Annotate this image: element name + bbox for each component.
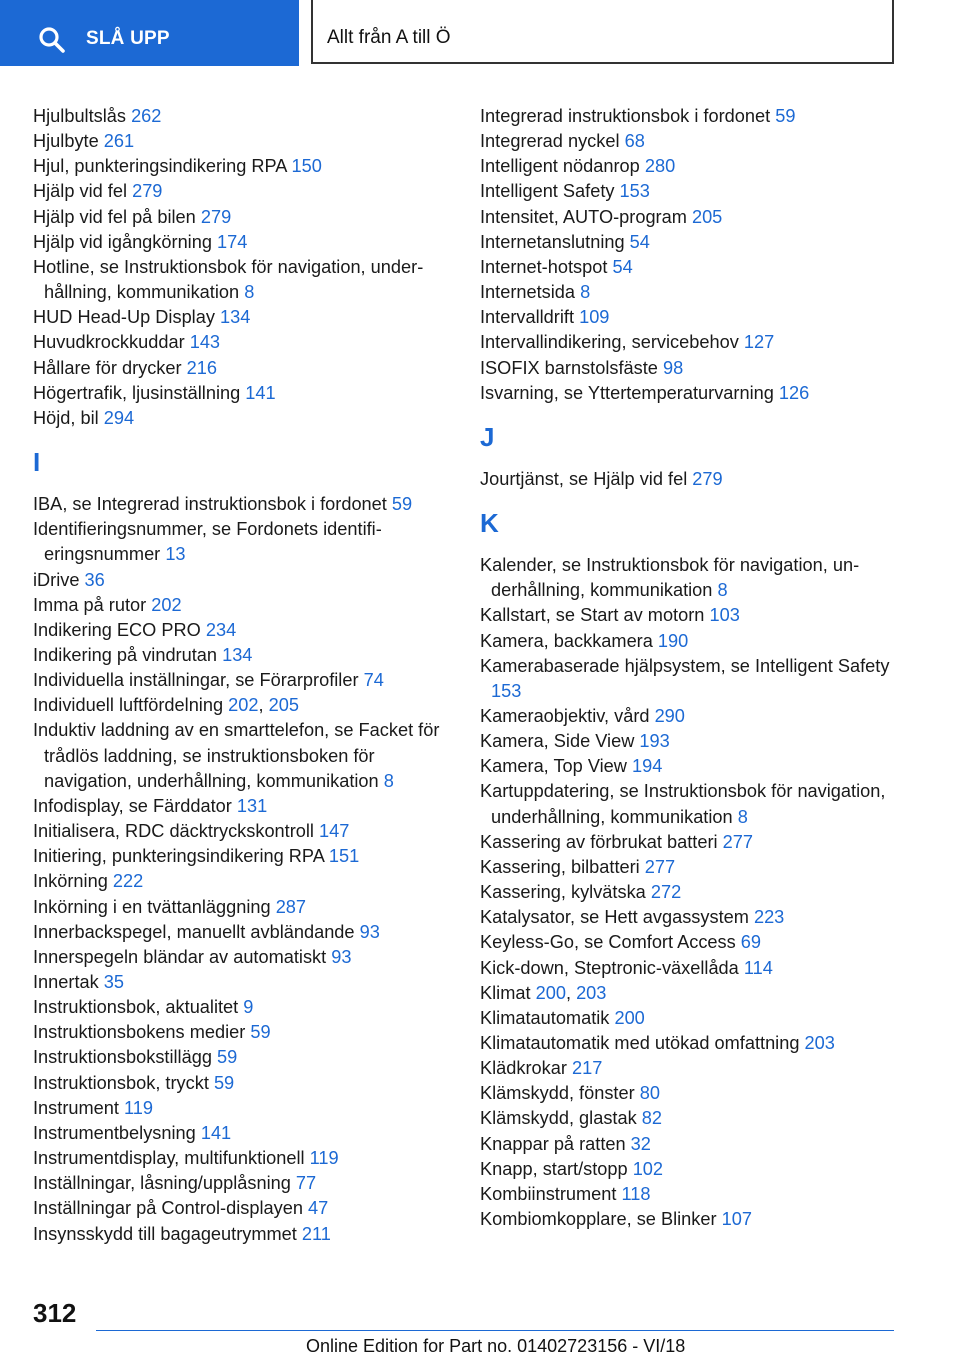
index-entry xyxy=(480,1056,910,1081)
index-entry: Klimat 200, 203 xyxy=(480,982,607,1003)
index-entry xyxy=(33,1071,443,1096)
index-entry xyxy=(33,330,443,355)
index-entry-text: Högertrafik, ljusinställning xyxy=(33,382,241,403)
page-link[interactable]: 200 xyxy=(535,982,566,1003)
index-entry-text: Imma på rutor xyxy=(33,594,147,615)
index-entry-text: IBA, se Integrerad instruktionsbok i fordonet xyxy=(33,494,387,515)
index-entry-text: Kombiomkopplare, se Blinker xyxy=(480,1209,717,1230)
page-link[interactable]: 174 xyxy=(217,231,248,252)
index-entry xyxy=(33,1121,443,1146)
index-entry: Individuell luftfördelning 202, 205 xyxy=(33,695,299,716)
index-entry xyxy=(480,154,910,179)
index-entry xyxy=(480,1081,910,1106)
page-link[interactable]: 68 xyxy=(624,131,645,152)
index-entry xyxy=(33,129,443,154)
page-link[interactable]: 8 xyxy=(580,282,591,303)
index-entry-text: Kamera, Side View xyxy=(480,731,635,752)
index-entry xyxy=(33,305,443,330)
page-link[interactable]: 134 xyxy=(222,644,253,665)
page-link[interactable]: 143 xyxy=(189,332,221,353)
breadcrumb-label: Allt från A till Ö xyxy=(327,27,451,48)
index-entry xyxy=(33,844,443,869)
page-link[interactable]: 36 xyxy=(84,569,105,590)
index-column-right xyxy=(480,104,910,1232)
footer-divider xyxy=(96,1330,894,1331)
index-entry xyxy=(480,754,910,779)
page-link[interactable]: 32 xyxy=(630,1133,651,1154)
index-entry-text: Kombiinstrument xyxy=(480,1183,617,1204)
index-entry-text: Knapp, start/stopp xyxy=(480,1158,628,1179)
index-entry-text: Inställningar på Control-displayen xyxy=(33,1198,303,1219)
page-link[interactable]: 119 xyxy=(123,1097,153,1118)
index-entry xyxy=(33,995,443,1020)
index-entry-text: Integrerad instruktionsbok i fordonet xyxy=(480,106,771,126)
index-entry xyxy=(33,568,443,593)
index-entry-text: HUD Head-Up Display xyxy=(33,307,215,328)
index-entry-text: Intervalldrift xyxy=(480,307,575,328)
index-entry xyxy=(480,855,910,880)
index-entry xyxy=(33,794,443,819)
page-link[interactable]: 59 xyxy=(250,1022,271,1043)
page-link[interactable]: 217 xyxy=(572,1058,603,1079)
index-entry-text: Indikering ECO PRO xyxy=(33,619,201,640)
index-entry xyxy=(480,230,910,255)
index-entry xyxy=(33,718,443,793)
index-entry xyxy=(33,920,443,945)
index-entry xyxy=(480,1106,910,1131)
index-entry-text: Initialisera, RDC däcktryckskontroll xyxy=(33,821,314,842)
index-entry xyxy=(480,330,910,355)
index-entry xyxy=(33,1045,443,1070)
page-link[interactable]: 234 xyxy=(205,619,237,640)
index-entry xyxy=(33,381,443,406)
page-link[interactable]: 109 xyxy=(579,307,610,328)
index-entry-text: Instruktionsbokstillägg xyxy=(33,1047,212,1068)
section-letter: I xyxy=(33,447,41,478)
footer-edition: Online Edition for Part no. 01402723156 - VI/18 xyxy=(306,1336,686,1356)
page-link[interactable]: 8 xyxy=(383,770,394,791)
index-entry xyxy=(33,945,443,970)
page-link[interactable]: 205 xyxy=(691,206,723,227)
index-entry-text: Hjulbyte xyxy=(33,131,99,152)
page-link[interactable]: 200 xyxy=(614,1007,645,1028)
index-entry-text: Instrument xyxy=(33,1097,119,1118)
index-entry-text: Knappar på ratten xyxy=(480,1133,626,1154)
page-link[interactable]: 272 xyxy=(650,882,682,903)
index-entry-text: Kalender, se Instruktionsbok för navigation, underhållning, kommunikation xyxy=(480,555,860,601)
index-entry-text: Klimatautomatik xyxy=(480,1007,610,1028)
page-link[interactable]: 223 xyxy=(753,907,785,928)
index-entry xyxy=(480,553,910,603)
index-entry-text: Integrerad nyckel xyxy=(480,131,620,152)
index-entry xyxy=(33,517,443,567)
index-entry xyxy=(480,104,910,129)
page-link[interactable]: 277 xyxy=(722,831,753,852)
index-entry-text: Initiering, punkteringsindikering RPA xyxy=(33,846,324,867)
index-entry xyxy=(480,179,910,204)
page-link[interactable]: 279 xyxy=(692,468,723,489)
page-link[interactable]: 93 xyxy=(331,946,352,967)
page-link[interactable]: 114 xyxy=(743,957,773,978)
index-entry-text: Intelligent Safety xyxy=(480,181,615,202)
breadcrumb[interactable] xyxy=(311,0,894,64)
index-entry-text: Kamera, Top View xyxy=(480,756,627,777)
page-link[interactable]: 194 xyxy=(632,756,663,777)
page-link[interactable]: 141 xyxy=(200,1122,232,1143)
index-entry xyxy=(33,492,443,517)
page-link[interactable]: 279 xyxy=(200,206,232,227)
index-entry-text: Hotline, se Instruktionsbok för navigation, underhållning, kommunikation xyxy=(33,256,424,303)
page-link[interactable]: 290 xyxy=(654,705,685,726)
page-link[interactable]: 153 xyxy=(491,680,522,701)
page-link[interactable]: 131 xyxy=(236,795,268,816)
page-link[interactable]: 151 xyxy=(328,846,360,867)
index-entry xyxy=(33,618,443,643)
index-entry xyxy=(480,305,910,330)
page-link[interactable]: 203 xyxy=(576,982,607,1003)
page-link[interactable]: 77 xyxy=(295,1173,317,1194)
index-entry xyxy=(480,381,910,406)
index-entry xyxy=(33,356,443,381)
page-link[interactable]: 98 xyxy=(662,357,684,378)
page-link[interactable]: 294 xyxy=(103,407,135,428)
index-entry-text: Hjulbultslås xyxy=(33,106,126,126)
index-entry xyxy=(480,1031,910,1056)
index-entry-text: Inkörning i en tvättanläggning xyxy=(33,896,271,917)
page-link[interactable]: 13 xyxy=(165,544,186,565)
index-entry-text: Intelligent nödanrop xyxy=(480,156,640,177)
index-entry-text: Keyless-Go, se Comfort Access xyxy=(480,932,736,953)
index-entry-text: Intensitet, AUTO-program xyxy=(480,206,687,227)
index-entry-text: Hjul, punkteringsindikering RPA xyxy=(33,156,287,177)
index-entry-text: Kassering av förbrukat batteri xyxy=(480,831,718,852)
index-entry xyxy=(480,930,910,955)
index-entry-text: Klämskydd, glastak xyxy=(480,1108,637,1129)
index-entry-text: Kartuppdatering, se Instruktionsbok för navigation, underhållning, kommunikation xyxy=(480,781,886,827)
index-entry-text: Instruktionsbokens medier xyxy=(33,1022,246,1043)
index-entry-text: Instruktionsbok, aktualitet xyxy=(33,997,239,1018)
index-entry xyxy=(33,1020,443,1045)
index-entry xyxy=(480,905,910,930)
index-entry-text: iDrive xyxy=(33,569,80,590)
index-entry-text: Internet-hotspot xyxy=(480,256,608,277)
page-link[interactable]: 107 xyxy=(721,1209,752,1230)
index-entry-text: Hjälp vid igångkörning xyxy=(33,231,212,252)
page-link[interactable]: 8 xyxy=(717,580,728,601)
index-entry xyxy=(480,629,910,654)
page-link[interactable]: 153 xyxy=(619,181,650,202)
page-link[interactable]: 47 xyxy=(308,1198,329,1219)
index-entry-text: Individuell luftfördelning xyxy=(33,695,224,716)
index-entry-text: Huvudkrockkuddar xyxy=(33,332,185,353)
page-link[interactable]: 9 xyxy=(243,997,254,1018)
index-entry xyxy=(480,704,910,729)
index-entry xyxy=(480,1132,910,1157)
page-link[interactable]: 202 xyxy=(228,695,259,716)
index-entry xyxy=(480,1006,910,1031)
index-entry-text: Kick-down, Steptronic-växellåda xyxy=(480,957,739,978)
index-entry-text: Isvarning, se Yttertemperaturvarning xyxy=(480,382,774,403)
index-entry xyxy=(33,205,443,230)
index-entry xyxy=(33,406,443,431)
index-entry xyxy=(480,129,910,154)
page-link[interactable]: 126 xyxy=(778,382,810,403)
page-link[interactable]: 262 xyxy=(131,106,162,126)
index-entry xyxy=(480,880,910,905)
index-entry-text: Inställningar, låsning/upplåsning xyxy=(33,1173,291,1194)
index-entry xyxy=(480,956,910,981)
index-entry-text: Innerspegeln bländar av automatiskt xyxy=(33,946,327,967)
index-entry-text: Jourtjänst, se Hjälp vid fel xyxy=(480,468,688,489)
index-entry-text: Kallstart, se Start av motorn xyxy=(480,605,705,626)
page-link[interactable]: 59 xyxy=(775,106,796,126)
index-entry-text: Katalysator, se Hett avgassystem xyxy=(480,907,749,928)
index-entry xyxy=(480,356,910,381)
page-link[interactable]: 69 xyxy=(740,932,762,953)
index-entry xyxy=(33,154,443,179)
index-entry xyxy=(480,729,910,754)
page-link[interactable]: 222 xyxy=(112,871,144,892)
page-link[interactable]: 261 xyxy=(103,131,135,152)
index-entry xyxy=(33,104,443,129)
index-entry-text: ISOFIX barnstolsfäste xyxy=(480,357,658,378)
index-entry-text: Klämskydd, fönster xyxy=(480,1083,635,1104)
index-entry xyxy=(480,280,910,305)
index-entry xyxy=(33,230,443,255)
index-entry-text: Internetanslutning xyxy=(480,231,625,252)
page-link[interactable]: 205 xyxy=(268,695,299,716)
index-entry xyxy=(480,779,910,829)
section-letter: J xyxy=(480,421,495,452)
page-link[interactable]: 127 xyxy=(743,332,775,353)
index-entry xyxy=(33,1222,443,1247)
search-button[interactable] xyxy=(0,0,299,66)
index-entry-text: Kassering, bilbatteri xyxy=(480,856,640,877)
index-entry-text: Infodisplay, se Färddator xyxy=(33,795,232,816)
index-entry-text: Instrumentdisplay, multifunktionell xyxy=(33,1148,305,1169)
index-entry xyxy=(33,1096,443,1121)
index-entry-text: Kamerabaserade hjälpsystem, se Intelligent Safety xyxy=(480,655,890,676)
index-entry-text: Inkörning xyxy=(33,871,108,892)
page-link[interactable]: 141 xyxy=(245,382,276,403)
index-entry-text: Klimatautomatik med utökad omfattning xyxy=(480,1033,800,1053)
page-link[interactable]: 279 xyxy=(132,181,163,202)
index-entry xyxy=(480,830,910,855)
page-link[interactable]: 59 xyxy=(213,1072,235,1093)
index-entry xyxy=(480,1207,910,1232)
index-entry-text: Hjälp vid fel på bilen xyxy=(33,206,196,227)
search-button-label: SLÅ UPP xyxy=(86,28,170,49)
index-entry xyxy=(33,1171,443,1196)
index-entry xyxy=(480,1182,910,1207)
index-entry-text: Instrumentbelysning xyxy=(33,1122,196,1143)
index-entry-text: Klädkrokar xyxy=(480,1058,567,1079)
page-link[interactable]: 216 xyxy=(186,357,217,378)
page-link[interactable]: 119 xyxy=(309,1148,339,1169)
index-column-left xyxy=(33,104,443,1247)
index-entry xyxy=(33,593,443,618)
page-link[interactable]: 150 xyxy=(291,156,322,177)
index-entry xyxy=(33,179,443,204)
index-entry-text: Kamera, backkamera xyxy=(480,630,653,651)
page-link[interactable]: 54 xyxy=(629,231,650,252)
index-entry-text: Innerbackspegel, manuellt avbländande xyxy=(33,921,355,942)
page-link[interactable]: 277 xyxy=(644,856,676,877)
page-link[interactable]: 103 xyxy=(709,605,740,626)
index-entry-text: Hållare för drycker xyxy=(33,357,182,378)
page-link[interactable]: 202 xyxy=(151,594,182,615)
index-entry xyxy=(33,819,443,844)
index-entry xyxy=(480,467,910,492)
page-link[interactable]: 8 xyxy=(244,282,255,303)
index-entry xyxy=(33,1146,443,1171)
index-entry xyxy=(33,668,443,693)
page-link[interactable]: 74 xyxy=(363,670,384,691)
page-link[interactable]: 54 xyxy=(612,256,633,277)
index-entry-text: Kameraobjektiv, vård xyxy=(480,705,650,726)
page-link[interactable]: 82 xyxy=(641,1108,662,1129)
index-entry-text: Höjd, bil xyxy=(33,407,99,428)
page-link[interactable]: 59 xyxy=(391,494,413,515)
page-link[interactable]: 280 xyxy=(644,156,676,177)
index-entry-text: Individuella inställningar, se Förarprofiler xyxy=(33,670,359,691)
page-link[interactable]: 190 xyxy=(657,630,689,651)
index-entry xyxy=(33,869,443,894)
top-bar xyxy=(0,0,960,66)
index-entry xyxy=(33,1196,443,1221)
index-entry-text: Klimat xyxy=(480,982,531,1003)
index-entry xyxy=(33,895,443,920)
page-link[interactable]: 59 xyxy=(217,1047,238,1068)
index-entry xyxy=(480,205,910,230)
page-number: 312 xyxy=(33,1298,77,1328)
index-entry-text: Hjälp vid fel xyxy=(33,181,128,202)
page-link[interactable]: 287 xyxy=(275,896,307,917)
index-entry-text: Kassering, kylvätska xyxy=(480,882,646,903)
page-link[interactable]: 134 xyxy=(220,307,251,328)
index-entry-text: Indikering på vindrutan xyxy=(33,644,218,665)
index-entry xyxy=(480,255,910,280)
index-entry xyxy=(480,654,910,704)
page-link[interactable]: 35 xyxy=(103,972,125,992)
page-link[interactable]: 147 xyxy=(319,821,350,842)
page-link[interactable]: 102 xyxy=(632,1158,664,1179)
section-letter: K xyxy=(480,508,499,539)
index-entry-text: Instruktionsbok, tryckt xyxy=(33,1072,209,1093)
index-entry xyxy=(33,643,443,668)
page-link[interactable]: 203 xyxy=(804,1033,835,1053)
index-entry xyxy=(480,1157,910,1182)
search-icon xyxy=(38,26,66,54)
index-entry-text: Identifieringsnummer, se Fordonets identifieringsnummer xyxy=(33,519,382,565)
page-link[interactable]: 193 xyxy=(639,731,670,752)
page-link[interactable]: 80 xyxy=(639,1083,660,1104)
index-entry xyxy=(33,255,443,305)
index-entry-text: Innertak xyxy=(33,972,99,992)
page-link[interactable]: 93 xyxy=(359,921,380,942)
page-link[interactable]: 118 xyxy=(621,1183,651,1204)
index-entry-text: Insynsskydd till bagageutrymmet xyxy=(33,1223,297,1244)
index-entry-text: Intervallindikering, servicebehov xyxy=(480,332,739,353)
page-link[interactable]: 8 xyxy=(737,806,748,827)
index-entry xyxy=(33,970,443,995)
page-link[interactable]: 211 xyxy=(301,1223,331,1244)
index-entry-text: Internetsida xyxy=(480,282,576,303)
index-entry-text: Induktiv laddning av en smarttelefon, se Facket för trådlös laddning, se instruktionsboken för navigation, underhållning, kommunikation xyxy=(33,720,440,791)
index-entry xyxy=(480,603,910,628)
